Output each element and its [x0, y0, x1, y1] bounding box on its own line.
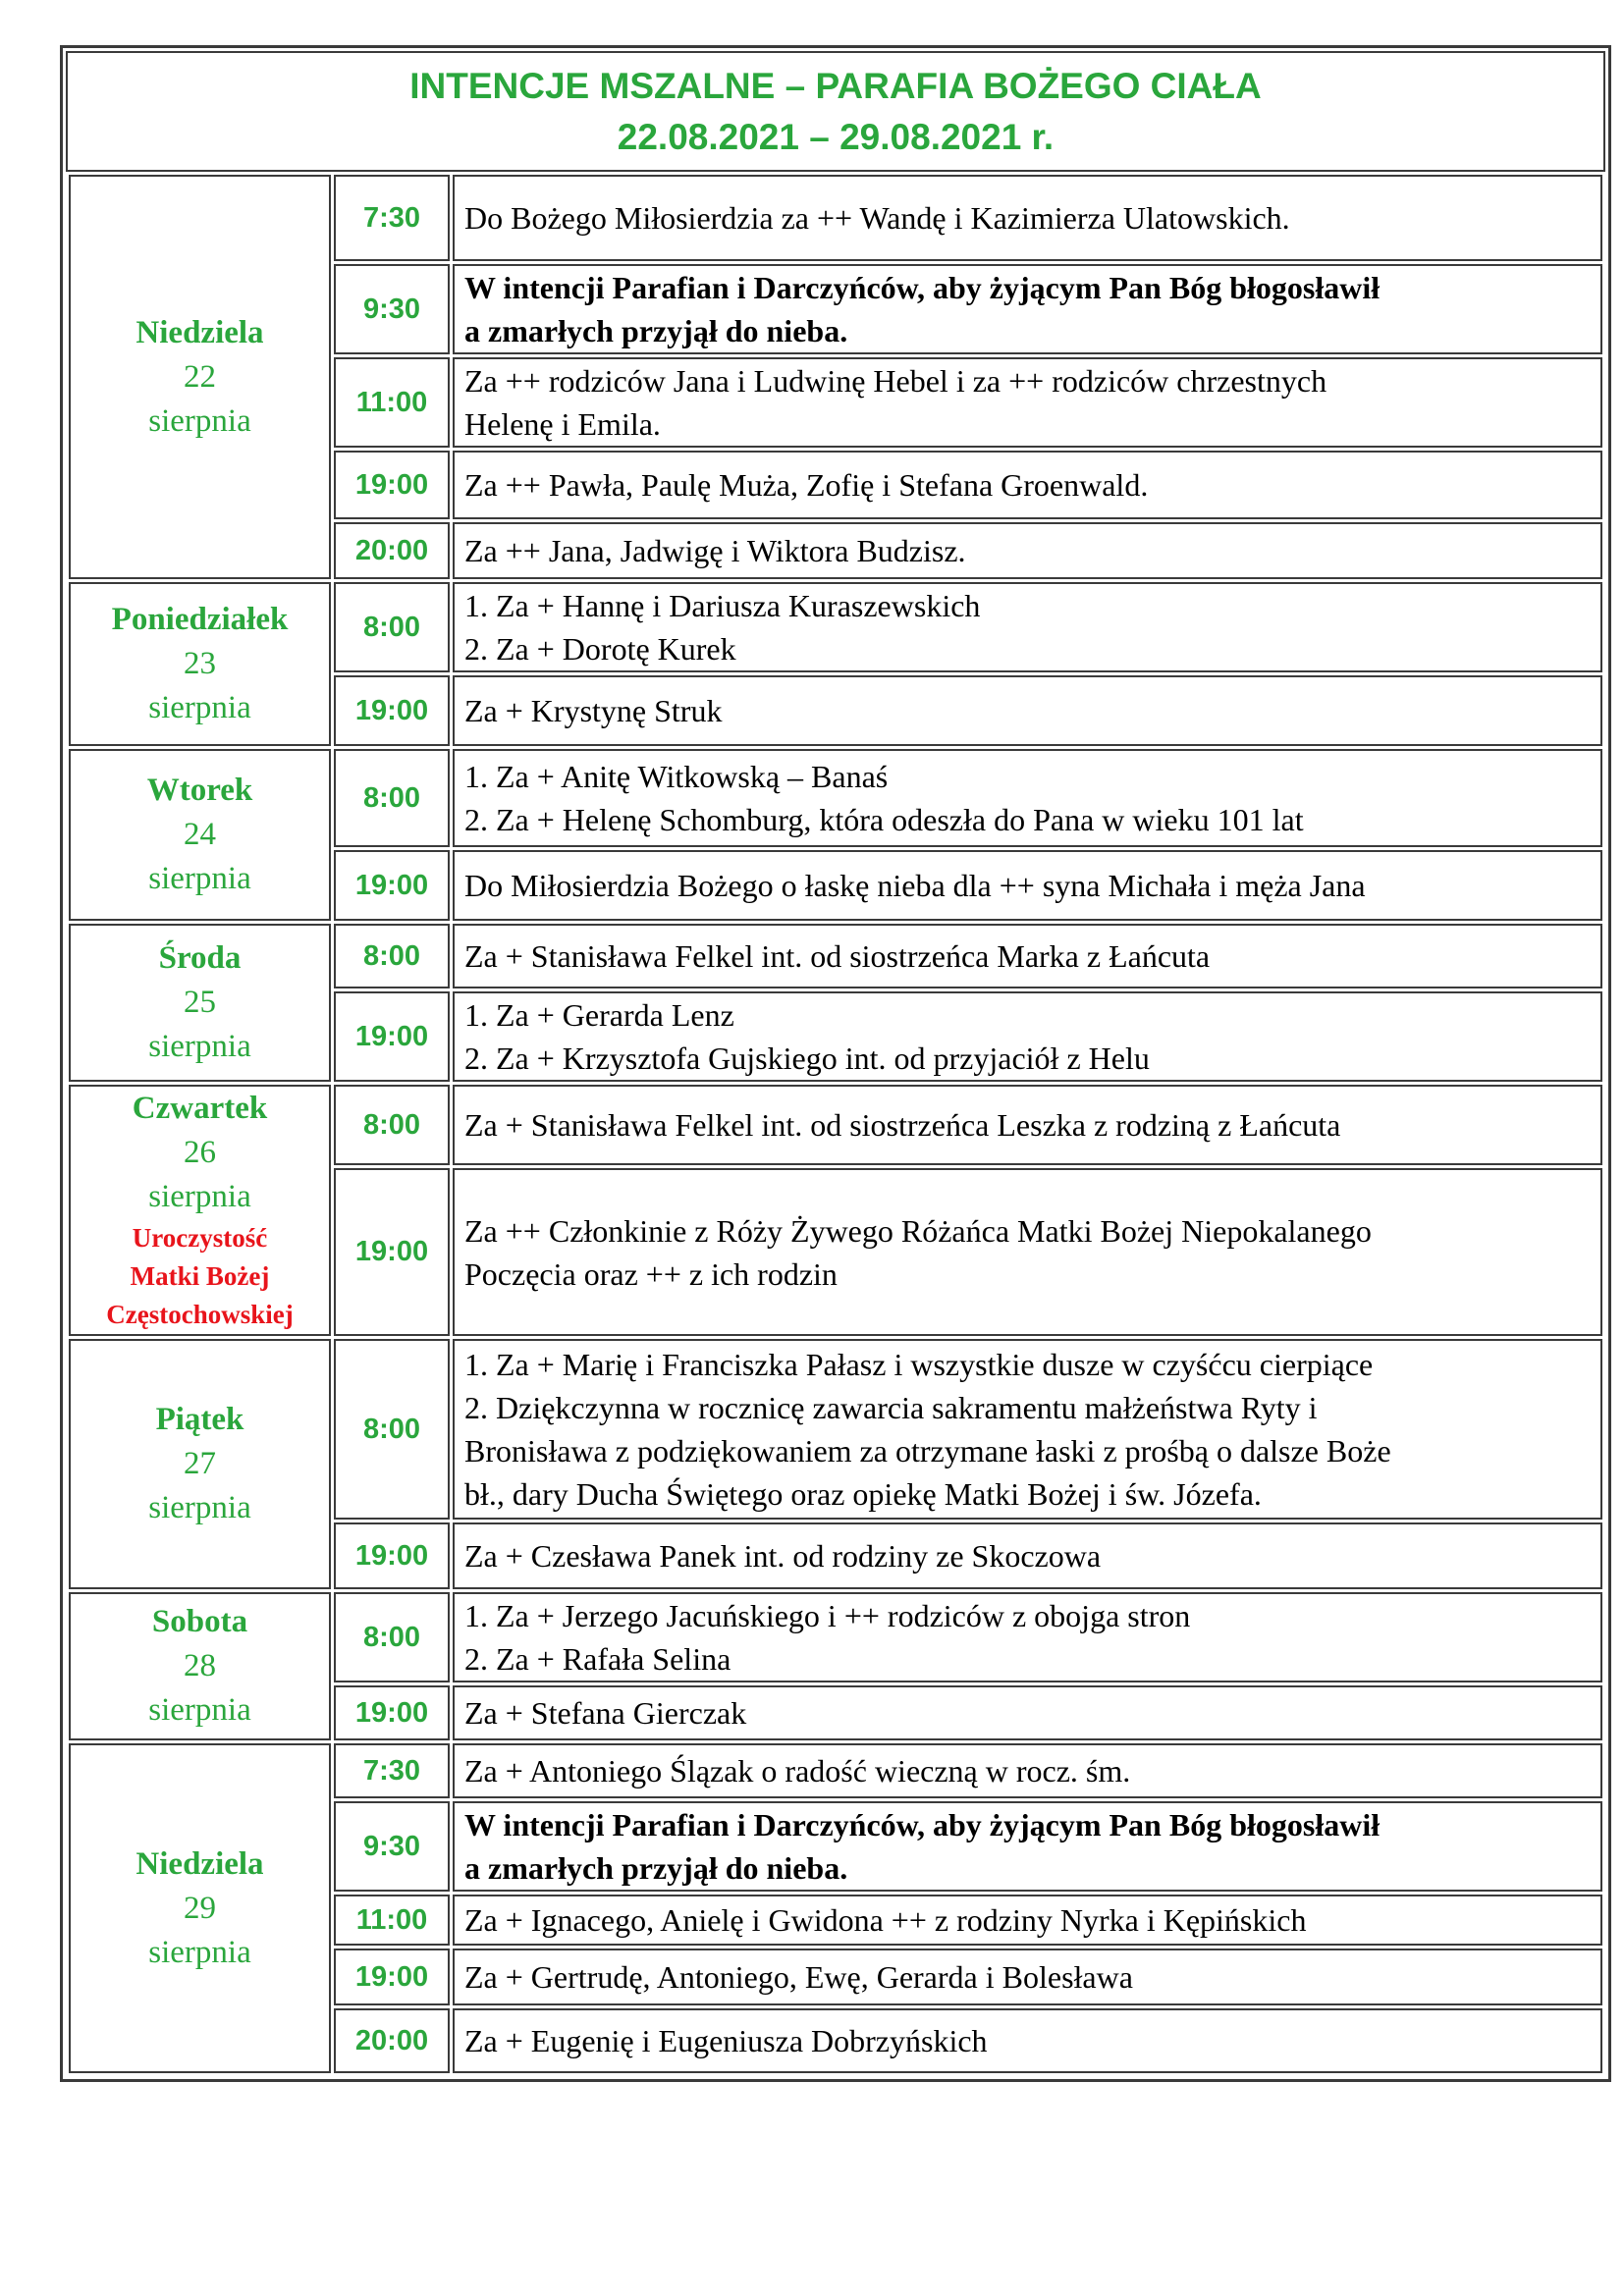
- day-name: Wtorek: [146, 773, 253, 808]
- day-month: sierpnia: [148, 1179, 251, 1214]
- intention-line: Za + Stanisława Felkel int. od siostrzeńca Marka z Łańcuta: [464, 938, 1211, 974]
- mass-intention: [453, 924, 1602, 988]
- mass-intention: [453, 451, 1602, 519]
- intention-line: 2. Dziękczynna w rocznicę zawarcia sakramentu małżeństwa Ryty i: [464, 1390, 1318, 1425]
- intention-line: 2. Za + Helenę Schomburg, która odeszła do Pana w wieku 101 lat: [464, 802, 1304, 837]
- mass-time: 19:00: [334, 991, 450, 1082]
- day-month: sierpnia: [148, 1490, 251, 1525]
- mass-row: [69, 582, 1602, 672]
- day-month: sierpnia: [148, 1934, 251, 1970]
- intention-line: 1. Za + Hannę i Dariusza Kuraszewskich: [464, 588, 981, 623]
- day-date: 22: [184, 358, 216, 395]
- day-cell: [69, 175, 331, 579]
- mass-time: 8:00: [334, 582, 450, 672]
- intention-line: Za ++ Jana, Jadwigę i Wiktora Budzisz.: [464, 533, 966, 568]
- intention-line: Za + Krystynę Struk: [464, 693, 723, 728]
- intention-line: Za + Stanisława Felkel int. od siostrzeńca Leszka z rodziną z Łańcuta: [464, 1107, 1341, 1144]
- mass-time: 19:00: [334, 1168, 450, 1336]
- day-month: sierpnia: [148, 402, 251, 439]
- mass-time: 8:00: [334, 749, 450, 847]
- mass-time: 8:00: [334, 1339, 450, 1520]
- day-cell: [69, 1592, 331, 1740]
- mass-intention: [453, 1168, 1602, 1336]
- day-date: 23: [184, 646, 216, 681]
- mass-time: 20:00: [334, 522, 450, 579]
- mass-row: [69, 924, 1602, 988]
- day-month: sierpnia: [148, 861, 251, 896]
- date-range: 22.08.2021 – 29.08.2021 r.: [617, 116, 1055, 157]
- day-name: Piątek: [155, 1402, 244, 1437]
- intention-line: Bronisława z podziękowaniem za otrzymane łaski z prośbą o dalsze Boże: [464, 1433, 1391, 1468]
- schedule-table: [66, 172, 1605, 2076]
- day-name: Poniedziałek: [111, 602, 289, 637]
- day-date: 26: [184, 1135, 216, 1170]
- mass-row: [69, 1592, 1602, 1682]
- intention-line: Za + Stefana Gierczak: [464, 1695, 747, 1731]
- day-date: 25: [184, 985, 216, 1020]
- intention-line: 2. Za + Krzysztofa Gujskiego int. od przyjaciół z Helu: [464, 1041, 1150, 1076]
- mass-time: 19:00: [334, 1522, 450, 1589]
- mass-intention: [453, 522, 1602, 579]
- intention-line: Za + Ignacego, Anielę i Gwidona ++ z rodziny Nyrka i Kępińskich: [464, 1902, 1307, 1938]
- mass-intention: [453, 582, 1602, 672]
- day-cell: [69, 1743, 331, 2073]
- day-cell: [69, 1085, 331, 1336]
- day-name: Niedziela: [135, 1845, 264, 1882]
- intention-line: Za + Antoniego Ślązak o radość wieczną w rocz. śm.: [464, 1753, 1131, 1789]
- schedule-frame: [60, 45, 1611, 2082]
- mass-intention: [453, 1949, 1602, 2005]
- intention-line: Za + Eugenię i Eugeniusza Dobrzyńskich: [464, 2023, 988, 2058]
- mass-time: 19:00: [334, 451, 450, 519]
- schedule-body: [69, 175, 1602, 2073]
- intention-line: Helenę i Emila.: [464, 406, 661, 442]
- mass-row: [69, 175, 1602, 261]
- mass-intention: [453, 850, 1602, 921]
- mass-intention: [453, 1522, 1602, 1589]
- title-box: [66, 51, 1605, 172]
- mass-row: [69, 1339, 1602, 1520]
- mass-time: 20:00: [334, 2008, 450, 2073]
- intention-line: W intencji Parafian i Darczyńców, aby żyjącym Pan Bóg błogosławił: [464, 270, 1380, 305]
- day-cell: [69, 1339, 331, 1589]
- intention-line: 1. Za + Marię i Franciszka Pałasz i wszystkie dusze w czyśćcu cierpiące: [464, 1347, 1374, 1382]
- mass-time: 19:00: [334, 675, 450, 746]
- intention-line: W intencji Parafian i Darczyńców, aby żyjącym Pan Bóg błogosławił: [464, 1807, 1380, 1842]
- intention-line: 2. Za + Rafała Selina: [464, 1641, 731, 1677]
- mass-time: 11:00: [334, 1895, 450, 1946]
- intention-line: 2. Za + Dorotę Kurek: [464, 631, 736, 667]
- mass-intention: [453, 1895, 1602, 1946]
- mass-intention: [453, 1801, 1602, 1892]
- mass-intention: [453, 1685, 1602, 1740]
- feast-label: Częstochowskiej: [106, 1300, 294, 1329]
- intention-line: Poczęcia oraz ++ z ich rodzin: [464, 1255, 838, 1292]
- mass-intention: [453, 264, 1602, 354]
- day-date: 24: [184, 817, 216, 852]
- intention-line: Za + Czesława Panek int. od rodziny ze Skoczowa: [464, 1538, 1102, 1574]
- day-name: Czwartek: [132, 1091, 268, 1126]
- mass-time: 9:30: [334, 264, 450, 354]
- mass-intention: [453, 1592, 1602, 1682]
- day-month: sierpnia: [148, 690, 251, 725]
- mass-intention: [453, 175, 1602, 261]
- mass-time: 11:00: [334, 357, 450, 448]
- mass-intention: [453, 1339, 1602, 1520]
- intention-line: Za ++ Pawła, Paulę Muża, Zofię i Stefana Groenwald.: [464, 467, 1149, 503]
- mass-time: 8:00: [334, 924, 450, 988]
- mass-intention: [453, 749, 1602, 847]
- mass-time: 8:00: [334, 1085, 450, 1165]
- day-cell: [69, 582, 331, 746]
- intention-line: a zmarłych przyjął do nieba.: [464, 313, 848, 348]
- mass-intention: [453, 991, 1602, 1082]
- intention-line: 1. Za + Jerzego Jacuńskiego i ++ rodziców z obojga stron: [464, 1598, 1191, 1633]
- intention-line: a zmarłych przyjął do nieba.: [464, 1850, 848, 1886]
- intention-line: Do Bożego Miłosierdzia za ++ Wandę i Kazimierza Ulatowskich.: [464, 200, 1290, 236]
- day-month: sierpnia: [148, 1029, 251, 1064]
- mass-row: [69, 1085, 1602, 1165]
- mass-intention: [453, 357, 1602, 448]
- day-cell: [69, 924, 331, 1082]
- intention-line: 1. Za + Gerarda Lenz: [464, 997, 734, 1033]
- mass-row: [69, 749, 1602, 847]
- mass-intention: [453, 1085, 1602, 1165]
- mass-time: 9:30: [334, 1801, 450, 1892]
- mass-time: 7:30: [334, 175, 450, 261]
- mass-row: [69, 1743, 1602, 1798]
- page-title: INTENCJE MSZALNE – PARAFIA BOŻEGO CIAŁA: [409, 65, 1262, 106]
- intention-line: Za ++ Członkinie z Róży Żywego Różańca Matki Bożej Niepokalanego: [464, 1212, 1372, 1249]
- feast-label: Matki Bożej: [130, 1261, 270, 1291]
- intention-line: 1. Za + Anitę Witkowską – Banaś: [464, 759, 889, 794]
- mass-time: 19:00: [334, 1685, 450, 1740]
- feast-label: Uroczystość: [132, 1223, 268, 1253]
- day-cell: [69, 749, 331, 921]
- day-name: Niedziela: [135, 314, 264, 350]
- intention-line: bł., dary Ducha Świętego oraz opiekę Matki Bożej i św. Józefa.: [464, 1476, 1262, 1512]
- mass-intention: [453, 675, 1602, 746]
- mass-intention: [453, 2008, 1602, 2073]
- mass-time: 19:00: [334, 1949, 450, 2005]
- day-name: Środa: [158, 940, 242, 976]
- day-date: 27: [184, 1446, 216, 1481]
- intention-line: Za ++ rodziców Jana i Ludwinę Hebel i za ++ rodziców chrzestnych: [464, 363, 1327, 399]
- intention-line: Za + Gertrudę, Antoniego, Ewę, Gerarda i Bolesława: [464, 1959, 1133, 1995]
- page: [60, 45, 1611, 2082]
- mass-time: 7:30: [334, 1743, 450, 1798]
- mass-intention: [453, 1743, 1602, 1798]
- day-date: 28: [184, 1648, 216, 1683]
- day-date: 29: [184, 1890, 216, 1926]
- day-month: sierpnia: [148, 1692, 251, 1728]
- intention-line: Do Miłosierdzia Bożego o łaskę nieba dla ++ syna Michała i męża Jana: [464, 868, 1366, 903]
- mass-time: 8:00: [334, 1592, 450, 1682]
- mass-time: 19:00: [334, 850, 450, 921]
- day-name: Sobota: [151, 1604, 248, 1639]
